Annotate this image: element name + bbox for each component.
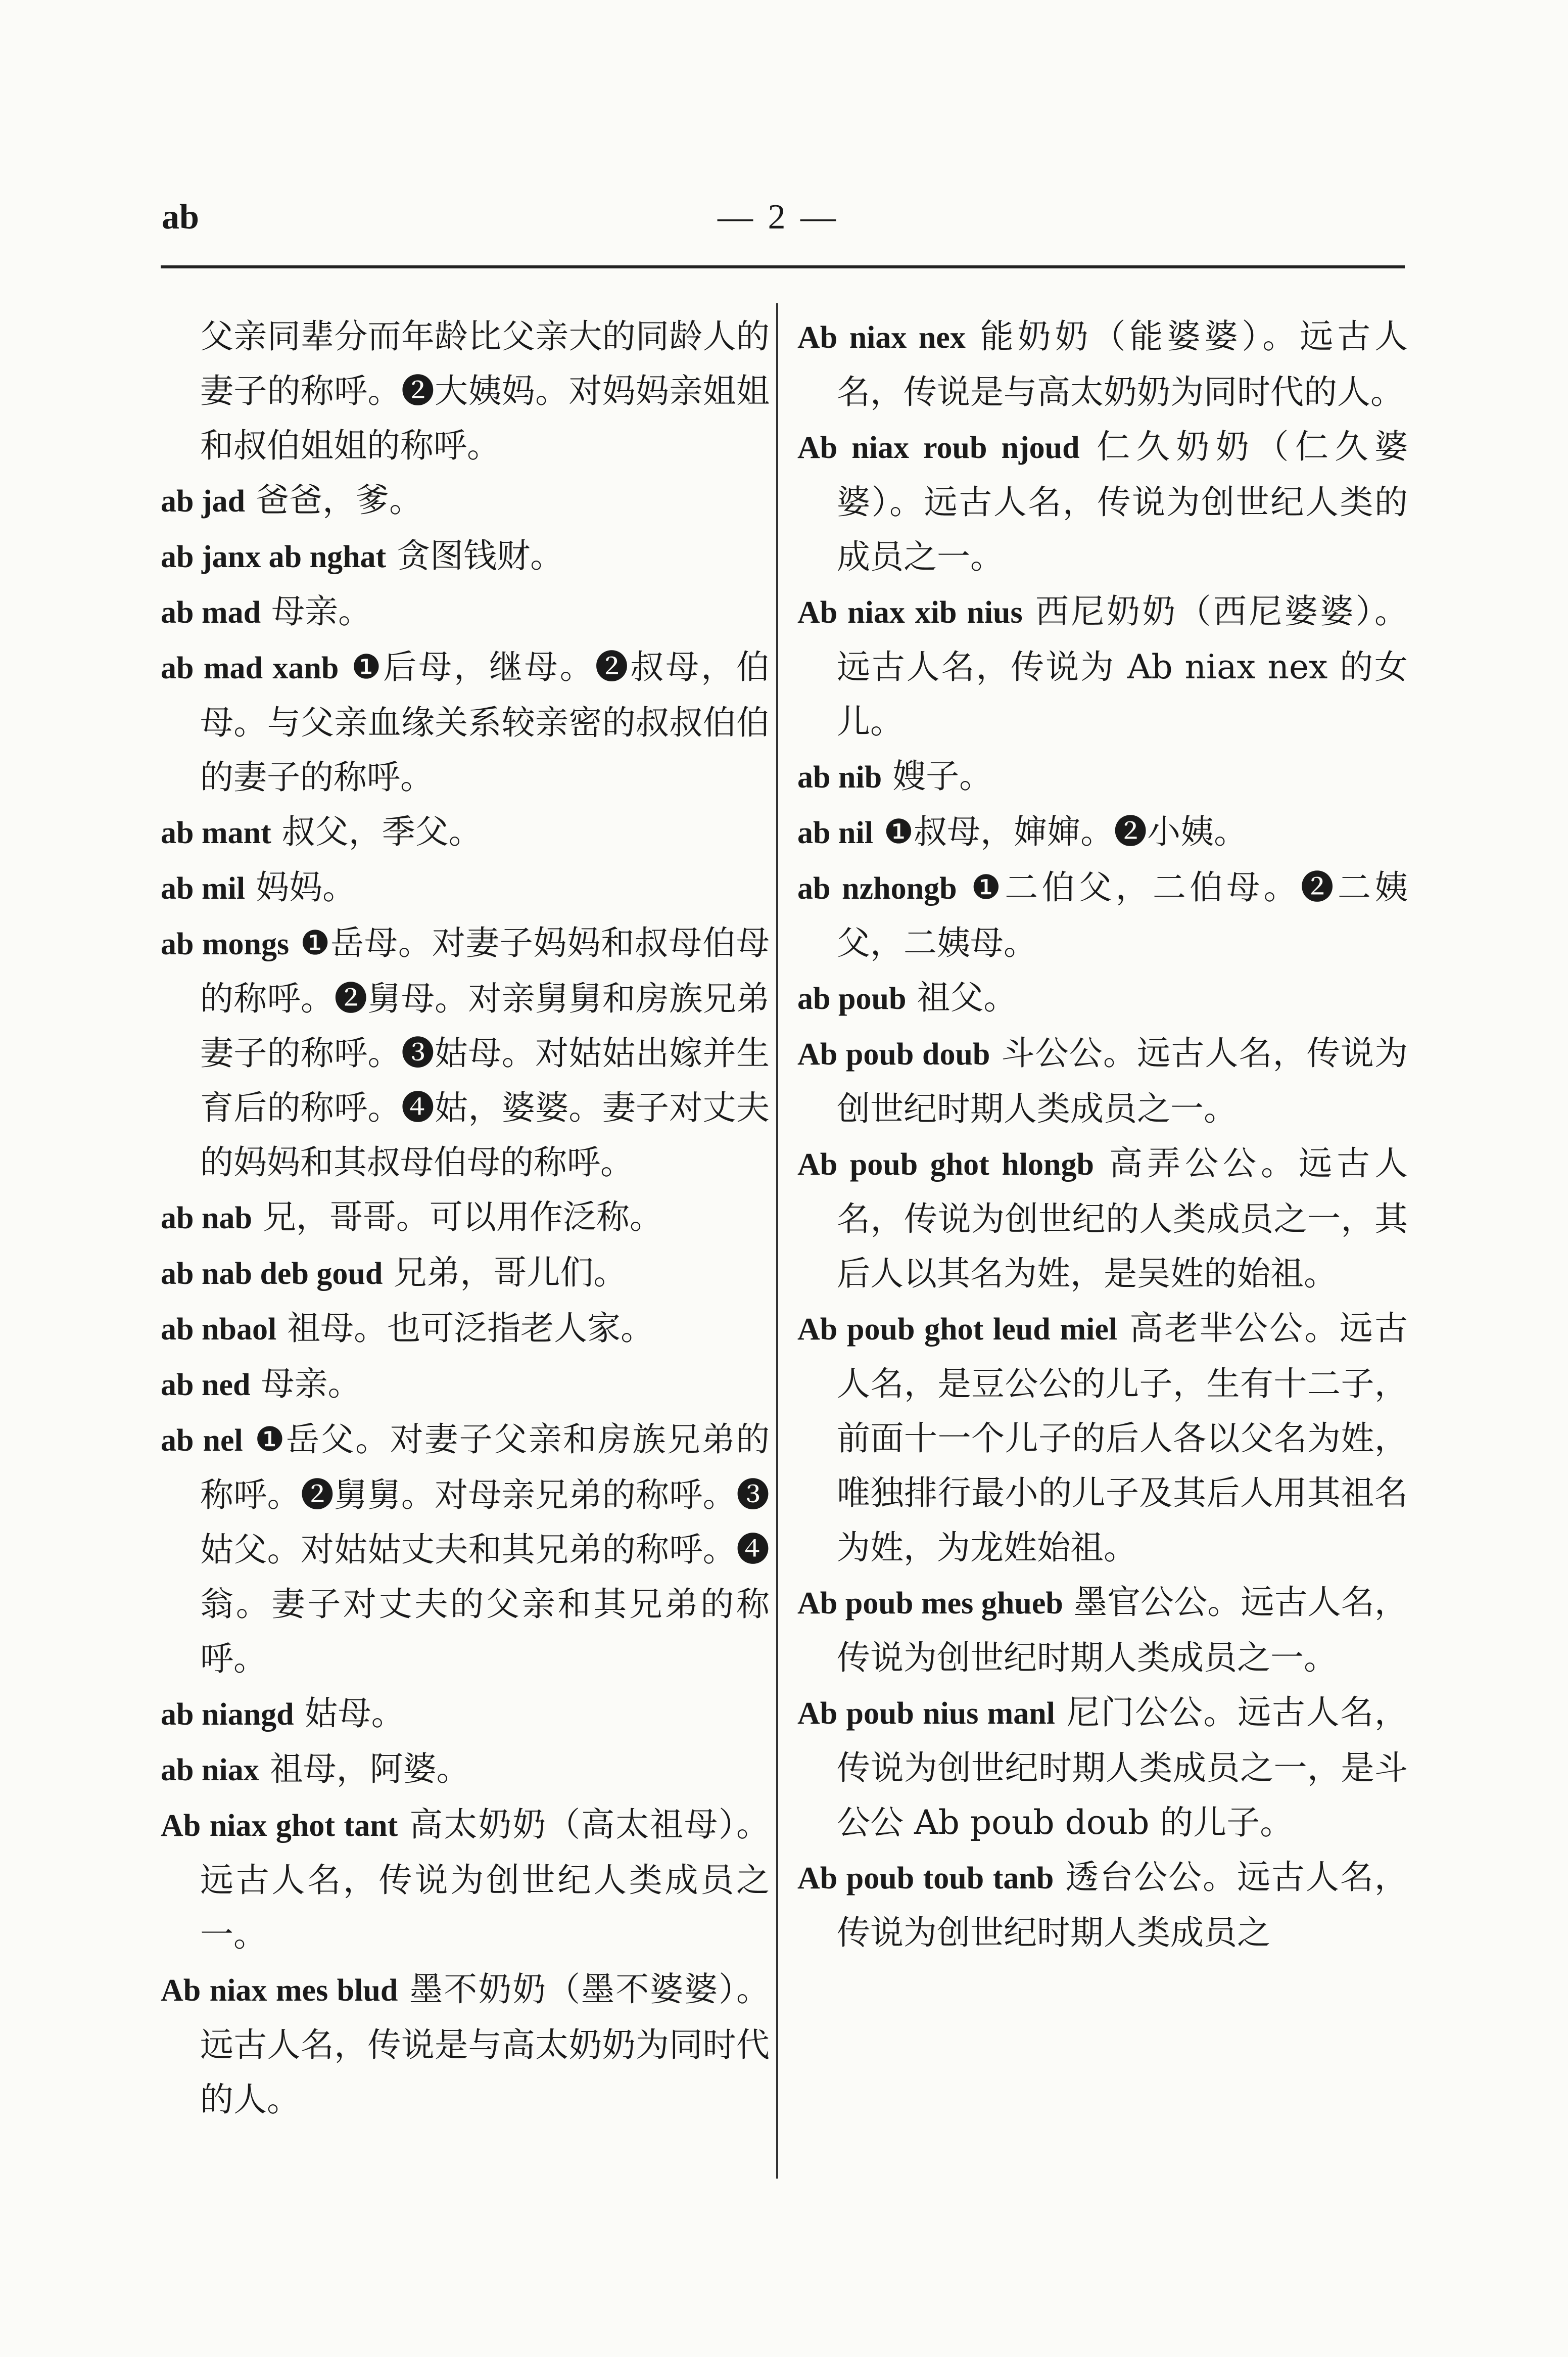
entry-definition: ❶后母，继母。❷叔母，伯母。与父亲血缘关系较亲密的叔叔伯伯的妻子的称呼。	[200, 648, 770, 797]
dictionary-entry	[161, 916, 770, 1190]
dictionary-entry	[797, 1685, 1408, 1850]
entry-headword: ab nil	[797, 816, 873, 850]
dictionary-entry	[797, 1026, 1408, 1136]
entry-headword: ab jad	[161, 484, 246, 519]
entry-headword: ab nzhongb	[797, 871, 957, 906]
entry-headword: ab ned	[161, 1368, 251, 1402]
dictionary-entry	[797, 584, 1408, 749]
entry-headword: Ab niax nex	[797, 320, 966, 355]
dictionary-entry	[161, 805, 770, 860]
entry-definition: 兄弟，哥儿们。	[393, 1253, 627, 1292]
entry-definition: 斗公公。远古人名，传说为创世纪时期人类成员之一。	[837, 1034, 1408, 1128]
entry-definition: 透台公公。远古人名，传说为创世纪时期人类成员之	[837, 1858, 1408, 1952]
entry-headword: ab mad xanb	[161, 651, 339, 685]
dictionary-entry	[161, 1190, 770, 1245]
entry-definition: 祖母，阿婆。	[269, 1749, 470, 1788]
dictionary-entry	[161, 1742, 770, 1797]
entry-headword: Ab poub doub	[797, 1037, 990, 1072]
entry-headword: Ab niax xib nius	[797, 595, 1023, 630]
entry-headword: ab nab deb goud	[161, 1257, 383, 1291]
entry-definition: 兄，哥哥。可以用作泛称。	[262, 1197, 663, 1236]
dictionary-entry	[161, 860, 770, 916]
entry-definition: 母亲。	[261, 1364, 361, 1403]
entry-definition: 尼门公公。远古人名，传说为创世纪时期人类成员之一，是斗公公 Ab poub doub 的儿子。	[837, 1693, 1408, 1842]
right-column	[797, 309, 1408, 1960]
entry-definition: 姑母。	[304, 1694, 405, 1733]
entry-headword: Ab poub toub tanb	[797, 1861, 1054, 1896]
entry-definition: 祖母。也可泛指老人家。	[287, 1309, 654, 1348]
dictionary-entry	[797, 749, 1408, 805]
entry-definition: 叔父，季父。	[281, 812, 482, 851]
left-column	[161, 309, 770, 2127]
entry-definition: 墨官公公。远古人名，传说为创世纪时期人类成员之一。	[837, 1583, 1408, 1677]
entry-headword: Ab poub ghot hlongb	[797, 1147, 1095, 1182]
entry-definition: 妈妈。	[256, 868, 356, 907]
dictionary-entry	[161, 1962, 770, 2127]
entry-headword: ab mil	[161, 871, 246, 906]
dictionary-entry	[161, 1245, 770, 1301]
entry-headword: ab poub	[797, 982, 907, 1016]
dictionary-entry	[797, 1850, 1408, 1960]
dictionary-entry	[797, 1575, 1408, 1685]
entry-definition: ❶二伯父，二伯母。❷二姨父，二姨母。	[837, 868, 1408, 962]
entry-headword: ab mad	[161, 595, 261, 630]
entry-definition: ❶岳父。对妻子父亲和房族兄弟的称呼。❷舅舅。对母亲兄弟的称呼。❸姑父。对姑姑丈夫和其兄弟的称呼。❹翁。妻子对丈夫的父亲和其兄弟的称呼。	[200, 1420, 770, 1678]
entry-definition: 高太奶奶（高太祖母）。远古人名，传说为创世纪人类成员之一。	[200, 1805, 770, 1954]
entry-definition: 仁久奶奶（仁久婆婆）。远古人名，传说为创世纪人类的成员之一。	[837, 427, 1408, 576]
entry-headword: ab nel	[161, 1423, 243, 1458]
entry-headword: ab nbaol	[161, 1312, 277, 1347]
entry-headword: ab nab	[161, 1201, 252, 1235]
dictionary-entry	[161, 473, 770, 529]
entry-headword: Ab poub nius manl	[797, 1696, 1055, 1731]
entry-headword: Ab niax ghot tant	[161, 1809, 398, 1843]
entry-definition: 高弄公公。远古人名，传说为创世纪的人类成员之一，其后人以其名为姓，是吴姓的始祖。	[837, 1144, 1408, 1293]
dictionary-entry	[797, 860, 1408, 970]
entry-definition: 贪图钱财。	[397, 536, 564, 575]
header-rule	[161, 265, 1405, 268]
entry-definition: 母亲。	[271, 592, 372, 631]
entry-definition: 能奶奶（能婆婆）。远古人名，传说是与高太奶奶为同时代的人。	[837, 317, 1408, 411]
dictionary-entry	[161, 1357, 770, 1412]
dictionary-entry	[797, 309, 1408, 420]
entry-headword: ab niangd	[161, 1697, 294, 1732]
dictionary-entry	[161, 584, 770, 640]
dictionary-entry	[161, 1797, 770, 1962]
running-head-word: ab	[162, 198, 199, 237]
entry-headword: ab janx ab nghat	[161, 540, 387, 574]
dictionary-entry	[797, 420, 1408, 584]
dictionary-entry	[161, 529, 770, 584]
entry-definition: 爸爸，爹。	[256, 481, 423, 520]
entry-headword: Ab niax roub njoud	[797, 431, 1080, 465]
dictionary-entry	[161, 1686, 770, 1742]
entry-headword: ab mongs	[161, 927, 290, 961]
continued-definition: 父亲同辈分而年龄比父亲大的同龄人的妻子的称呼。❷大姨妈。对妈妈亲姐姐和叔伯姐姐的称呼。	[200, 317, 770, 465]
entry-definition: 嫂子。	[892, 757, 993, 796]
entry-definition: 高老芈公公。远古人名，是豆公公的儿子，生有十二子，前面十一个儿子的后人各以父名为姓，唯独排行最小的儿子及其后人用其祖名为姓，为龙姓始祖。	[837, 1309, 1408, 1567]
entry-headword: Ab poub ghot leud miel	[797, 1312, 1118, 1347]
entry-headword: ab nib	[797, 760, 882, 795]
entry-definition: ❶叔母，婶婶。❷小姨。	[883, 812, 1248, 851]
entry-headword: ab mant	[161, 816, 271, 850]
entry-definition: 祖父。	[917, 978, 1017, 1017]
entry-definition: 墨不奶奶（墨不婆婆）。远古人名，传说是与高太奶奶为同时代的人。	[200, 1970, 770, 2119]
entry-headword: Ab poub mes ghueb	[797, 1586, 1063, 1621]
entry-headword: Ab niax mes blud	[161, 1973, 398, 2008]
page-number: — 2 —	[718, 198, 839, 237]
dictionary-entry	[161, 1301, 770, 1357]
entry-definition: ❶岳母。对妻子妈妈和叔母伯母的称呼。❷舅母。对亲舅舅和房族兄弟妻子的称呼。❸姑母。对姑姑出嫁并生育后的称呼。❹姑，婆婆。妻子对丈夫的妈妈和其叔母伯母的称呼。	[200, 923, 770, 1182]
dictionary-entry	[797, 1136, 1408, 1301]
dictionary-entry	[797, 970, 1408, 1026]
column-divider	[776, 303, 778, 2179]
dictionary-entry	[161, 1412, 770, 1686]
dictionary-entry	[161, 640, 770, 805]
entry-headword: ab niax	[161, 1753, 259, 1787]
dictionary-entry	[797, 805, 1408, 860]
entry-definition: 西尼奶奶（西尼婆婆）。远古人名，传说为 Ab niax nex 的女儿。	[837, 592, 1408, 741]
dictionary-entry	[797, 1301, 1408, 1575]
